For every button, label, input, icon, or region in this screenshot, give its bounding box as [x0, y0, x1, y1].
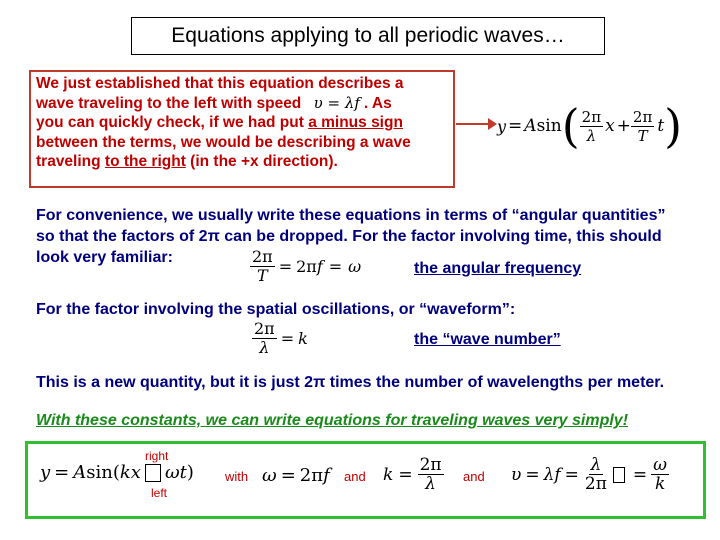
conclusion-text: With these constants, we can write equations for traveling waves very simply!	[36, 412, 629, 429]
explanation-line-1: We just established that this equation describes a	[36, 75, 404, 92]
explanation-line-3	[36, 113, 456, 133]
explanation-line-3a: you can quickly check, if we had put	[36, 114, 309, 131]
k-equation: k = $\frac{2\pi}{\lambda}$	[383, 455, 442, 494]
paragraph-1-line-3: look very familiar:	[36, 249, 173, 266]
traveling-wave-equation: y = A sin( kx ωt )	[40, 462, 194, 483]
explanation-line-4: between the terms, we would be describing a wave	[36, 133, 411, 151]
omega-equation: ω = 2π f	[262, 465, 330, 486]
paragraph-3-text: This is a new quantity, but it is just 2π times the number of wavelengths per meter.	[36, 374, 665, 391]
explanation-line-5a: traveling	[36, 153, 105, 170]
explanation-line-5	[36, 152, 456, 172]
wave-equation: y = A sin ( $\frac{2\pi}{\lambda}$ x + $\frac{2\pi}{T}$ t )	[497, 99, 683, 153]
minus-sign-phrase: a minus sign	[308, 114, 403, 131]
paragraph-1-line-1: For convenience, we usually write these equations in terms of “angular quantities”	[36, 207, 666, 224]
right-label: right	[145, 449, 169, 463]
arrow-right-icon	[488, 118, 497, 130]
with-label: with	[225, 469, 249, 484]
and-label-2: and	[463, 469, 485, 484]
page-title: Equations applying to all periodic waves…	[131, 17, 605, 55]
explanation-line-5b: (in the +x direction).	[185, 153, 338, 170]
explanation-line-2a: wave traveling to the left with speed	[36, 94, 302, 112]
paragraph-1-line-2: so that the factors of 2π can be dropped. For the factor involving time, this should	[36, 228, 662, 245]
paragraph-3	[36, 372, 664, 393]
left-label: left	[151, 486, 168, 500]
wave-number-label: the “wave number”	[414, 331, 561, 348]
velocity-equation: υ = λf = $\frac{\lambda}{2\pi}$ = $\frac{\omega}{k}$	[511, 455, 668, 494]
explanation-line-2	[36, 94, 456, 114]
arrow-line	[456, 123, 492, 125]
to-the-right-phrase: to the right	[104, 153, 186, 170]
paragraph-1	[36, 205, 716, 268]
angular-frequency-equation: $\frac{2\pi}{T}$ = 2π f = ω	[252, 247, 362, 285]
wave-number-equation: $\frac{2\pi}{\lambda}$ = k	[254, 319, 308, 357]
speed-equation: υ = λf	[313, 93, 360, 112]
explanation-text	[36, 74, 456, 172]
explanation-line-2b: . As	[363, 94, 392, 112]
angular-frequency-label: the angular frequency	[414, 260, 582, 277]
paragraph-2: For the factor involving the spatial oscillations, or “waveform”:	[36, 301, 516, 318]
and-label-1: and	[344, 469, 366, 484]
